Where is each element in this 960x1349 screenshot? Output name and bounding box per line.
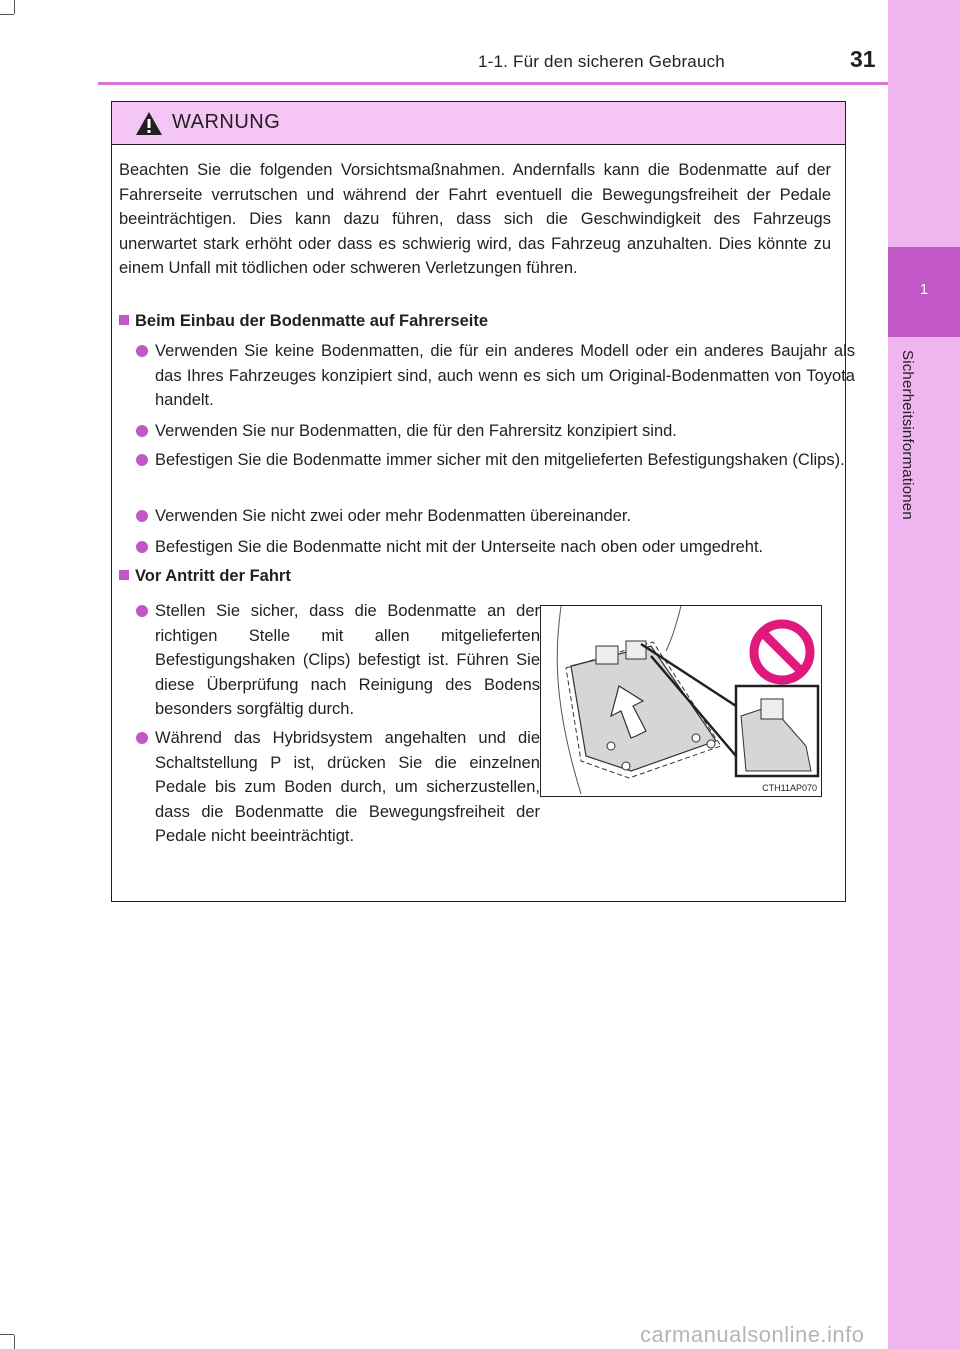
square-bullet-icon xyxy=(119,570,129,580)
bullet-dot-icon xyxy=(136,510,148,522)
page-number: 31 xyxy=(850,46,876,72)
warning-intro: Beachten Sie die folgenden Vorsichtsmaßnahmen. Andernfalls kann die Bodenmatte auf der Fahrerseite verrutschen und während der Fahrt eventuell die Bewegungsfreiheit der Pedale beeinträchtigen. Dies kann dazu führen, dass sich die Geschwindigkeit des Fahrzeugs unerwartet stark erhöht oder dass es schwierig wird, das Fahrzeug anzuhalten. Dies könnte zu einem Unfall mit tödlichen oder schweren Verletzungen führen. xyxy=(119,161,831,277)
watermark: carmanualsonline.info xyxy=(640,1322,865,1347)
square-bullet-icon xyxy=(119,315,129,325)
chapter-number-box xyxy=(888,247,960,337)
list-item: Stellen Sie sicher, dass die Bodenmatte an der richtigen Stelle mit allen mitgelieferten Befestigungshaken (Clips) befestigt ist. Führen Sie diese Überprüfung nach Reinigung des Bodens besonders sorgfältig durch. xyxy=(136,599,540,722)
crop-mark xyxy=(14,0,15,14)
list-item: Verwenden Sie nur Bodenmatten, die für den Fahrersitz konzipiert sind. xyxy=(136,419,855,444)
chapter-number: 1 xyxy=(919,281,929,298)
header-rule xyxy=(98,82,888,85)
prohibition-icon xyxy=(748,618,816,686)
list-item: Befestigen Sie die Bodenmatte immer sicher mit den mitgelieferten Befestigungshaken (Clips). xyxy=(136,448,855,473)
chapter-title: Sicherheitsinformationen xyxy=(899,350,916,520)
list-item: Befestigen Sie die Bodenmatte nicht mit der Unterseite nach oben oder umgedreht. xyxy=(136,535,855,560)
bullet-dot-icon xyxy=(136,605,148,617)
floor-mat-illustration xyxy=(540,605,822,797)
warning-box xyxy=(111,101,855,902)
crop-mark xyxy=(0,1334,14,1335)
section-heading: Beim Einbau der Bodenmatte auf Fahrerseite xyxy=(119,312,488,331)
bullet-dot-icon xyxy=(136,541,148,553)
section-title: 1-1. Für den sicheren Gebrauch xyxy=(478,52,725,71)
section-heading: Vor Antritt der Fahrt xyxy=(119,567,291,586)
bullet-dot-icon xyxy=(136,345,148,357)
crop-mark xyxy=(14,1335,15,1349)
bullet-dot-icon xyxy=(136,454,148,466)
warning-header xyxy=(112,102,845,145)
list-item: Verwenden Sie keine Bodenmatten, die für ein anderes Modell oder ein anderes Baujahr als das Ihres Fahrzeuges konzipiert sind, auch wenn es sich um Original-Bodenmatten von Toyota handelt. xyxy=(136,339,855,413)
list-item: Verwenden Sie nicht zwei oder mehr Bodenmatten übereinander. xyxy=(136,504,855,529)
warning-triangle-icon xyxy=(135,111,163,136)
crop-mark xyxy=(0,14,14,15)
warning-title: WARNUNG xyxy=(172,111,281,133)
illustration-code: CTH11AP070 xyxy=(762,783,817,793)
chapter-side-tab xyxy=(888,0,960,1349)
list-item: Während das Hybridsystem angehalten und die Schaltstellung P ist, drücken Sie die einzelnen Pedale bis zum Boden durch, um sicherzustellen, dass die Bodenmatte die Bewegungsfreiheit der Pedale nicht beeinträchtigt. xyxy=(136,726,540,849)
bullet-dot-icon xyxy=(136,732,148,744)
bullet-dot-icon xyxy=(136,425,148,437)
